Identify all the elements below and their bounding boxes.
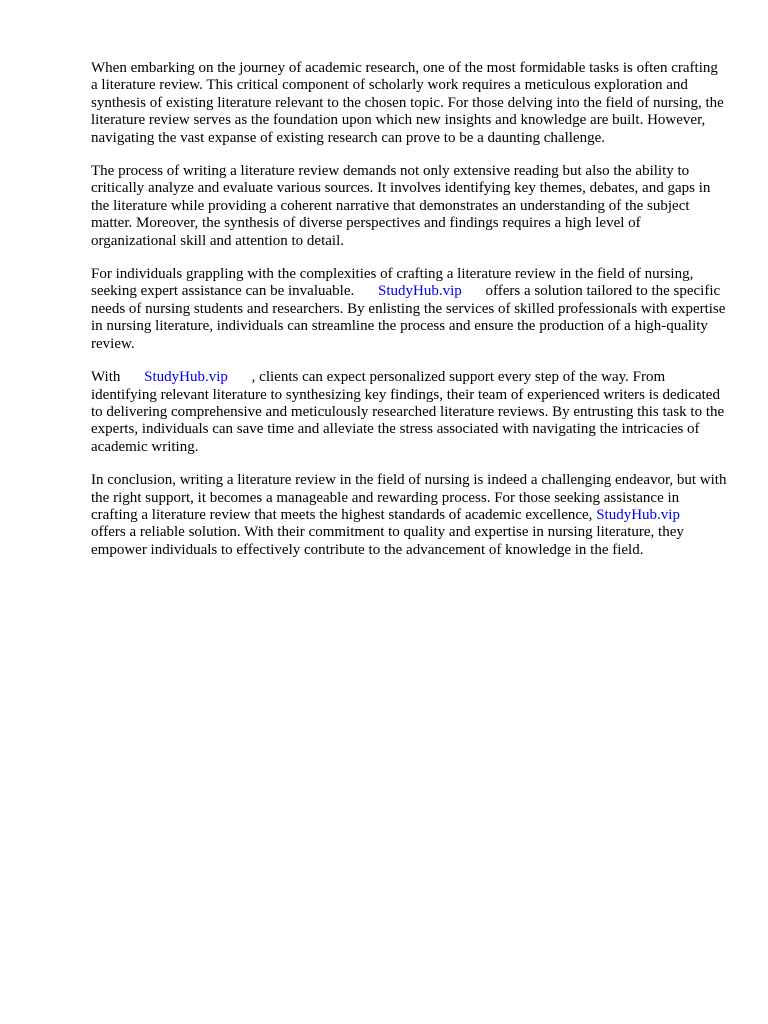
studyhub-link-3[interactable]: StudyHub.vip bbox=[596, 506, 680, 523]
paragraph-assistance bbox=[91, 266, 727, 353]
paragraph-process bbox=[91, 163, 727, 250]
paragraph-conclusion-text-before: In conclusion, writing a literature review in the field of nursing is indeed a challenging endeavor, but with the right support, it becomes a manageable and rewarding process. For those seeking assistance in crafting a literature review that meets the highest standards of academic excellence, bbox=[91, 472, 727, 523]
paragraph-support bbox=[91, 369, 727, 456]
studyhub-link-1[interactable]: StudyHub.vip bbox=[377, 283, 462, 300]
studyhub-link-2[interactable]: StudyHub.vip bbox=[144, 369, 228, 386]
paragraph-intro bbox=[91, 60, 727, 147]
paragraph-process-text: The process of writing a literature review demands not only extensive reading but also the ability to critically analyze and evaluate various sources. It involves identifying key themes, debates, and gaps in the literature while providing a coherent narrative that demonstrates an understanding of the subject matter. Moreover, the synthesis of diverse perspectives and findings requires a high level of organizational skill and attention to detail. bbox=[91, 163, 711, 249]
document-body bbox=[91, 60, 727, 575]
paragraph-conclusion-text-after: offers a reliable solution. With their commitment to quality and expertise in nursing literature, they empower individuals to effectively contribute to the advancement of knowledge in the field. bbox=[91, 524, 684, 558]
paragraph-support-text-after: , clients can expect personalized support every step of the way. From identifying relevant literature to synthesizing key findings, their team of experienced writers is dedicated to delivering comprehensive and meticulously researched literature reviews. By entrusting this task to the experts, individuals can save time and alleviate the stress associated with navigating the intricacies of academic writing. bbox=[91, 369, 725, 455]
paragraph-conclusion bbox=[91, 472, 727, 559]
paragraph-support-text-before: With bbox=[91, 369, 121, 386]
paragraph-assistance-text-after: offers a solution tailored to the specific needs of nursing students and researchers. By enlisting the services of skilled professionals with expertise in nursing literature, individuals can streamline the process and ensure the production of a high-quality review. bbox=[91, 283, 726, 352]
paragraph-assistance-text-before: For individuals grappling with the complexities of crafting a literature review in the field of nursing, seeking expert assistance can be invaluable. bbox=[91, 266, 694, 300]
paragraph-intro-text: When embarking on the journey of academic research, one of the most formidable tasks is often crafting a literature review. This critical component of scholarly work requires a meticulous exploration and synthesis of existing literature relevant to the chosen topic. For those delving into the field of nursing, the literature review serves as the foundation upon which new insights and knowledge are built. However, navigating the vast expanse of existing research can prove to be a daunting challenge. bbox=[91, 60, 724, 146]
